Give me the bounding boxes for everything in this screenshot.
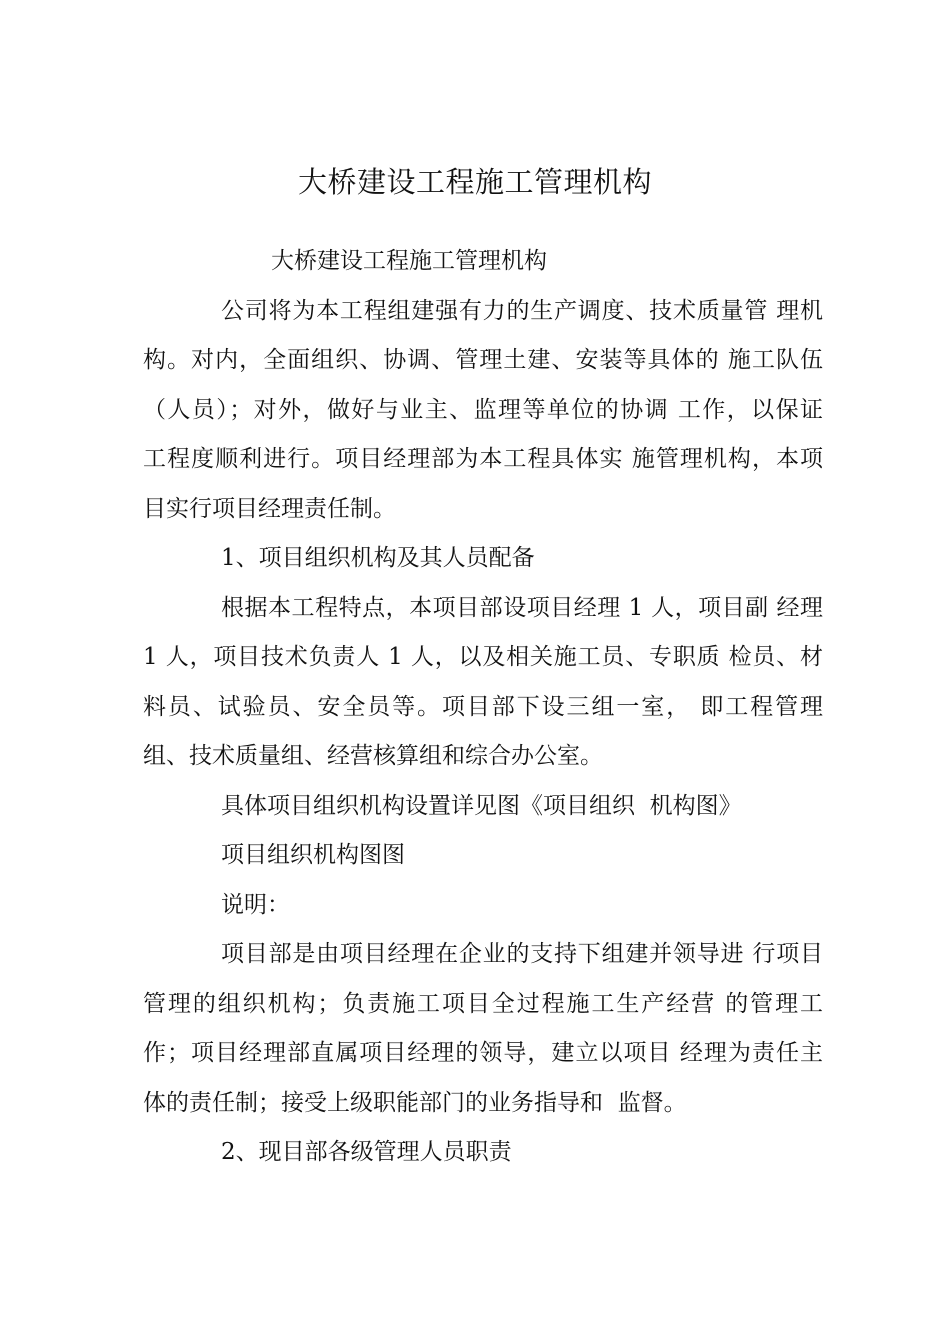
subtitle-line: 大桥建设工程施工管理机构 (271, 248, 547, 274)
paragraph-line: 具体项目组织机构设置详见图《项目组织 机构图》 (221, 792, 742, 819)
paragraph-line: 根据本工程特点，本项目部设项目经理 1 人，项目副 经理 (221, 594, 823, 621)
paragraph-line: 管理的组织机构；负责施工项目全过程施工生产经营 的管理工 (143, 990, 823, 1017)
note-label: 说明： (221, 891, 290, 918)
paragraph-line: （人员）；对外，做好与业主、监理等单位的协调 工作，以保证 (143, 396, 823, 423)
paragraph-line: 料员、试验员、安全员等。项目部下设三组一室， 即工程管理 (143, 693, 823, 720)
paragraph-line: 目实行项目经理责任制。 (143, 495, 396, 522)
paragraph-line: 体的责任制；接受上级职能部门的业务指导和 监督。 (143, 1089, 687, 1116)
paragraph-line: 组、技术质量组、经营核算组和综合办公室。 (143, 743, 603, 769)
paragraph-line: 公司将为本工程组建强有力的生产调度、技术质量管 理机 (221, 297, 823, 324)
paragraph-line: 构。对内，全面组织、协调、管理土建、安装等具体的 施工队伍 (143, 347, 823, 373)
section-heading: 1、项目组织机构及其人员配备 (221, 545, 535, 571)
section-heading: 2、现目部各级管理人员职责 (221, 1139, 512, 1165)
paragraph-line: 工程度顺利进行。项目经理部为本工程具体实 施管理机构，本项 (143, 446, 823, 472)
paragraph-line: 1 人，项目技术负责人 1 人，以及相关施工员、专职质 检员、材 (143, 644, 823, 670)
paragraph-line: 项目部是由项目经理在企业的支持下组建并领导进 行项目 (221, 941, 823, 967)
paragraph-line: 作；项目经理部直属项目经理的领导，建立以项目 经理为责任主 (143, 1040, 823, 1066)
figure-caption: 项目组织机构图图 (221, 842, 405, 868)
document-body (143, 237, 823, 1178)
document-title: 大桥建设工程施工管理机构 (297, 165, 652, 199)
